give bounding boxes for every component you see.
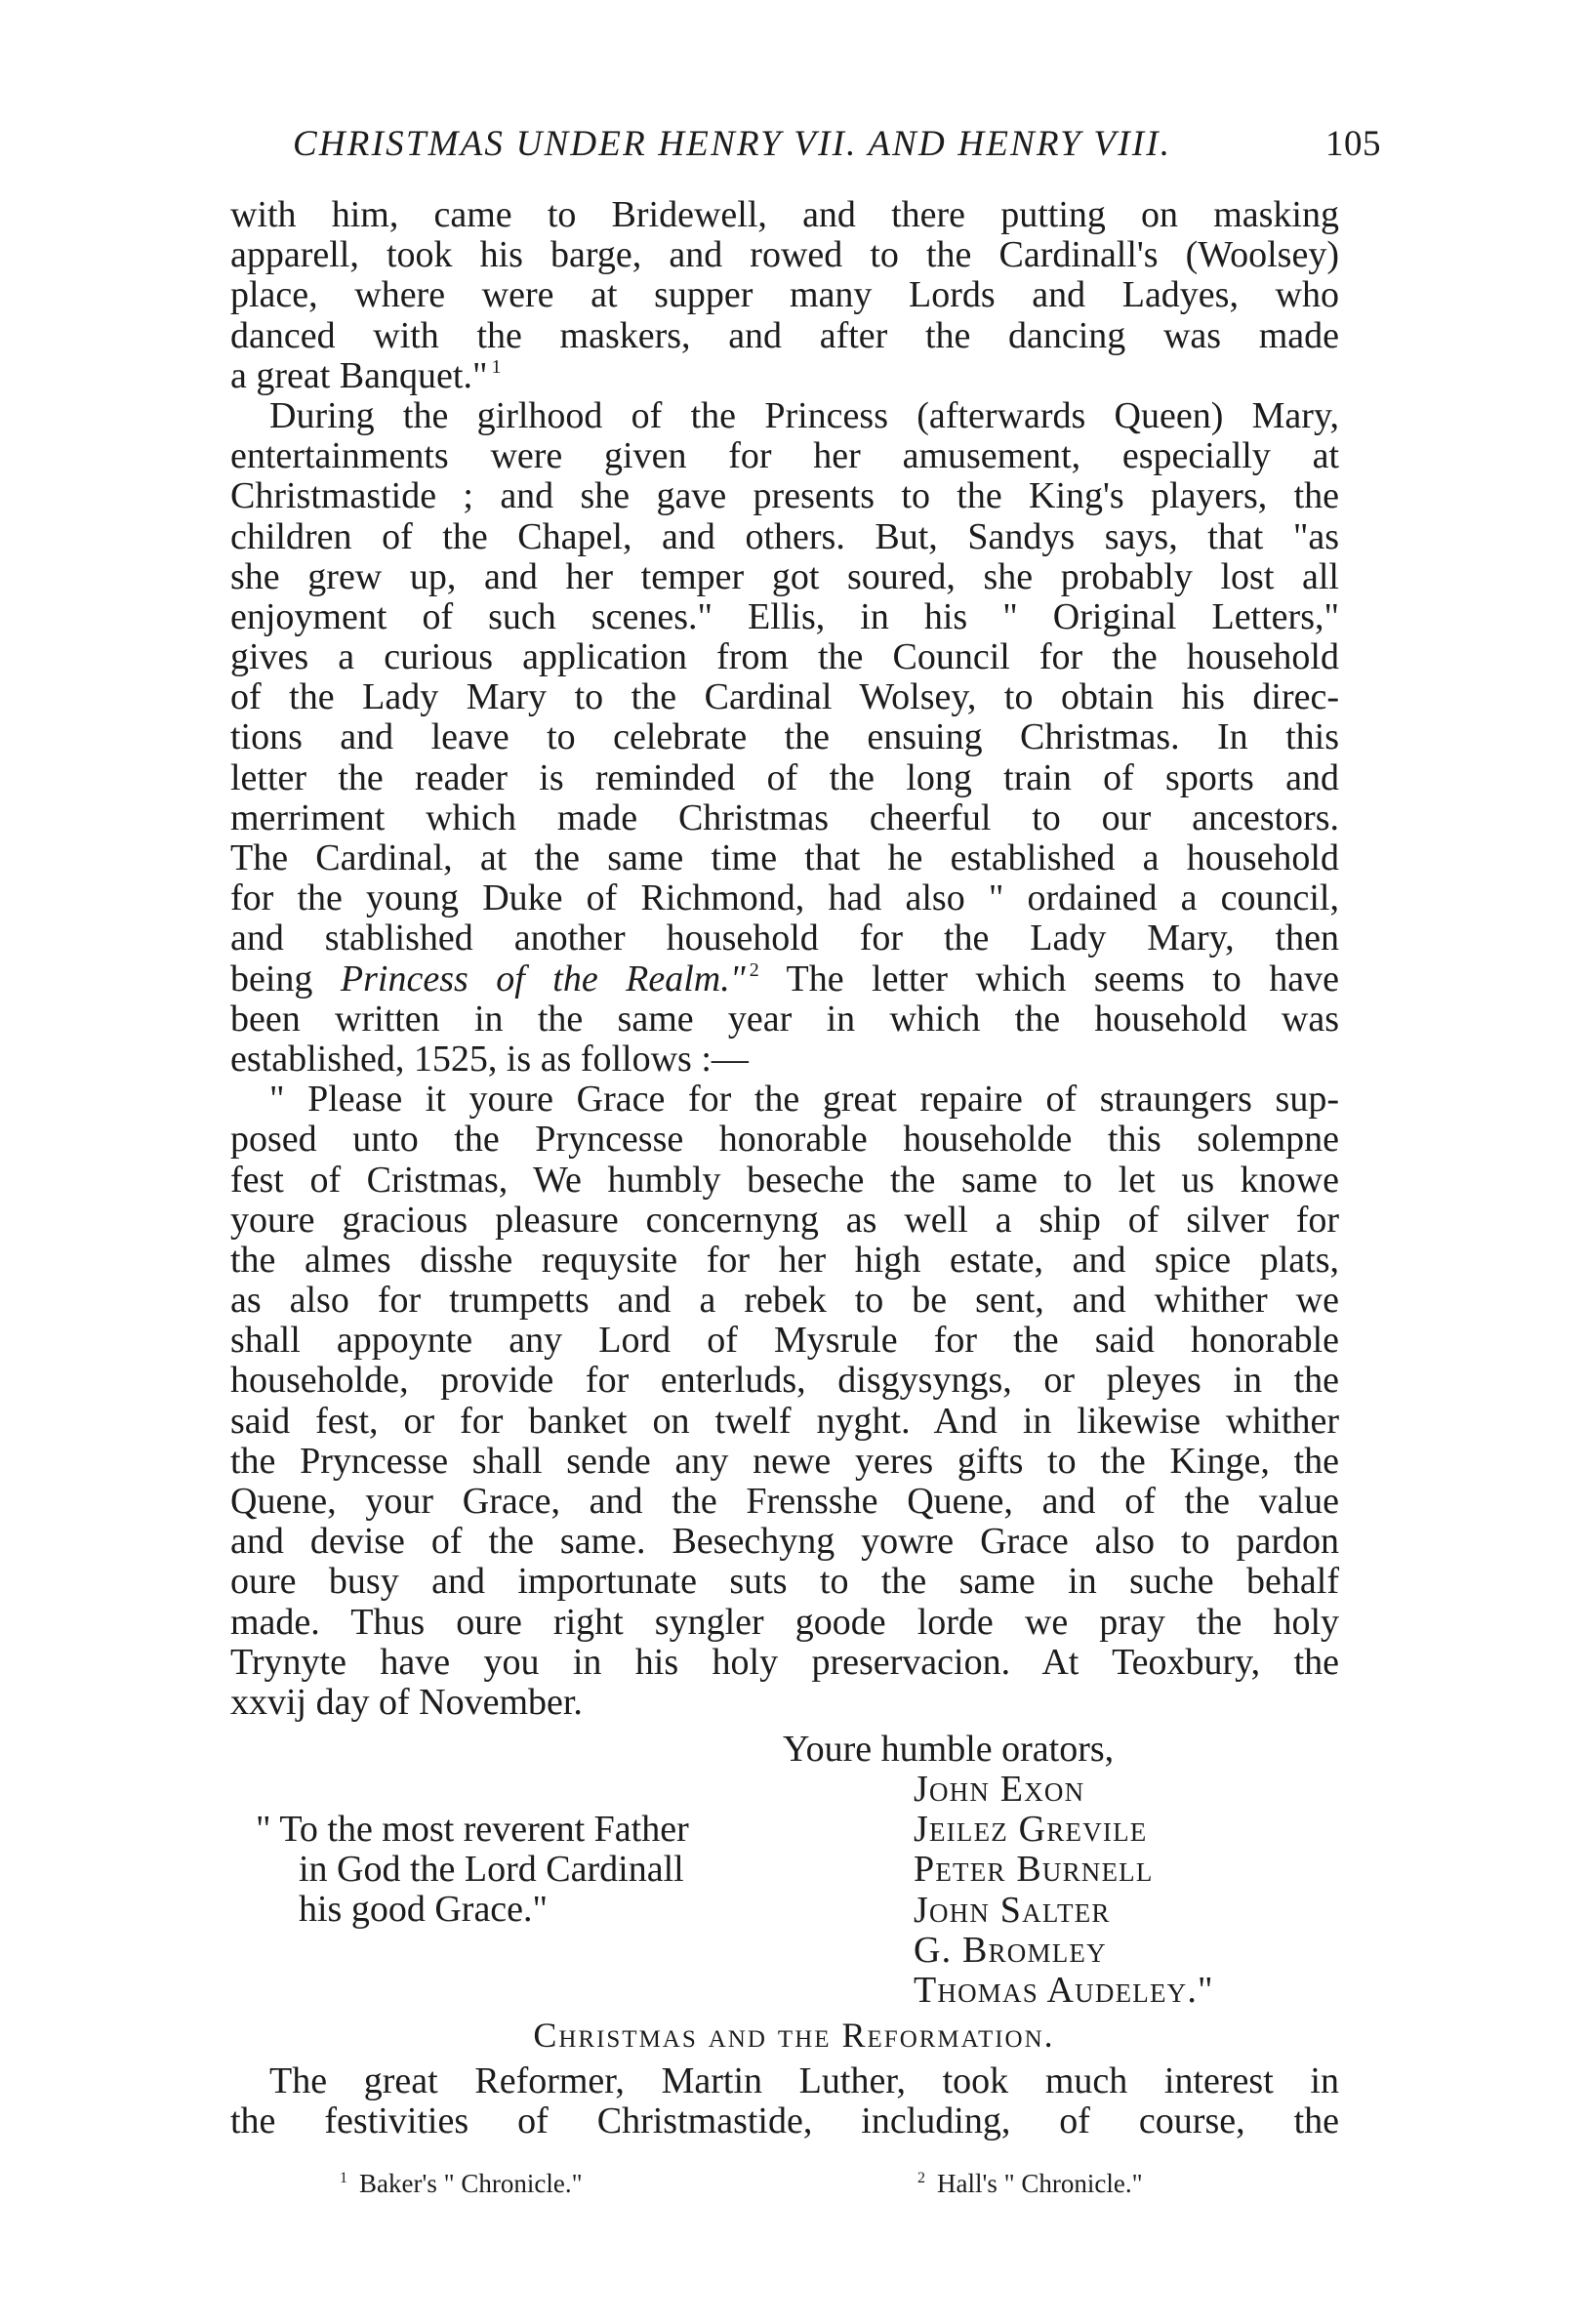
text-line: she grew up, and her temper got soured, she probably lost all — [230, 555, 1339, 597]
footnote-reference: 2 — [749, 958, 759, 981]
text-line: posed unto the Pryncesse honorable householde this solempne — [230, 1119, 1339, 1161]
signatory: G. Bromley — [914, 1929, 1107, 1971]
signatory: Thomas Audeley." — [914, 1969, 1214, 2011]
text-line: and devise of the same. Besechyng yowre Grace also to pardon — [230, 1521, 1339, 1563]
running-head — [293, 123, 1381, 178]
text-line: been written in the same year in which the household was — [230, 998, 1339, 1040]
letter-closing — [230, 1729, 1339, 2011]
text-line: with him, came to Bridewell, and there putting on masking — [230, 194, 1339, 235]
text-line: enjoyment of such scenes." Ellis, in his " Original Letters," — [230, 595, 1339, 637]
footnote — [917, 2169, 1143, 2199]
letter-address — [256, 1810, 689, 1931]
paragraph-start-line: The great Reformer, Martin Luther, took much interest in — [269, 2060, 1339, 2101]
text-line: danced with the maskers, and after the dancing was made — [230, 314, 1339, 356]
text-fragment: being — [230, 958, 313, 999]
signatory: Jeilez Grevile — [914, 1809, 1148, 1851]
text-line: Quene, your Grace, and the Frensshe Quene, and of the value — [230, 1481, 1339, 1522]
subscription: Youre humble orators, — [783, 1729, 1115, 1770]
text-line: youre gracious pleasure concernyng as well a ship of silver for — [230, 1199, 1339, 1241]
text-line: apparell, took his barge, and rowed to the Cardinall's (Woolsey) — [230, 234, 1339, 276]
footnote-text: Baker's " Chronicle." — [359, 2169, 583, 2198]
footnotes — [230, 2169, 1339, 2208]
text-line: xxvij day of November. — [230, 1681, 583, 1723]
text-line: Christmastide ; and she gave presents to the King's players, the — [230, 475, 1339, 517]
text-line: fest of Cristmas, We humbly beseche the same to let us knowe — [230, 1159, 1339, 1201]
text-line: and stablished another household for the Lady Mary, then — [230, 917, 1339, 959]
section-heading: Christmas and the Reformation. — [533, 2016, 1055, 2055]
text-line: as also for trumpetts and a rebek to be sent, and whither we — [230, 1280, 1339, 1322]
italic-title: Princess of the Realm." — [340, 958, 746, 999]
signatory: Peter Burnell — [914, 1849, 1154, 1891]
text-line: made. Thus oure right syngler goode lorde we pray the holy — [230, 1601, 1339, 1643]
footnote — [340, 2169, 583, 2199]
footnote-reference: 1 — [491, 355, 502, 378]
section-text — [230, 2061, 1339, 2141]
text-line: said fest, or for banket on twelf nyght. And in likewise whither — [230, 1400, 1339, 1442]
letter-start-line: " Please it youre Grace for the great repaire of straungers sup- — [269, 1079, 1339, 1121]
text-line: letter the reader is reminded of the long train of sports and — [230, 756, 1339, 798]
footnote-text: Hall's " Chronicle." — [937, 2169, 1143, 2198]
text-line: the festivities of Christmastide, including, of course, the — [230, 2100, 1339, 2142]
text-line: entertainments were given for her amusement, especially at — [230, 435, 1339, 477]
address-line: his good Grace." — [299, 1889, 549, 1931]
text-line: The Cardinal, at the same time that he established a household — [230, 837, 1339, 878]
main-text — [230, 195, 1339, 1723]
text-line: tions and leave to celebrate the ensuing Christmas. In this — [230, 716, 1339, 758]
text-line: householde, provide for enterluds, disgysyngs, or pleyes in the — [230, 1360, 1339, 1402]
text-line: established, 1525, is as follows :— — [230, 1038, 749, 1080]
signatory: John Salter — [914, 1889, 1111, 1931]
text-line: oure busy and importunate suts to the same in suche behalf — [230, 1561, 1339, 1603]
text-line: gives a curious application from the Council for the household — [230, 636, 1339, 678]
signatory-list — [914, 1770, 1214, 2011]
paragraph-start-line: During the girlhood of the Princess (afterwards Queen) Mary, — [269, 394, 1339, 436]
text-line: the almes disshe requysite for her high estate, and spice plats, — [230, 1239, 1339, 1281]
text-fragment: a great Banquet." — [230, 354, 488, 396]
address-line: in God the Lord Cardinall — [299, 1849, 684, 1891]
text-line: merriment which made Christmas cheerful to our ancestors. — [230, 796, 1339, 838]
text-line — [230, 356, 1339, 396]
page-number: 105 — [1325, 124, 1381, 164]
footnote-mark: 1 — [340, 2170, 347, 2186]
text-line: of the Lady Mary to the Cardinal Wolsey, to obtain his direc- — [230, 676, 1339, 718]
text-line: for the young Duke of Richmond, had also " ordained a council, — [230, 877, 1339, 919]
address-line: " To the most reverent Father — [256, 1809, 689, 1850]
text-line: place, where were at supper many Lords and Ladyes, who — [230, 274, 1339, 316]
footnote-mark: 2 — [917, 2170, 925, 2186]
text-line: Trynyte have you in his holy preservacion. At Teoxbury, the — [230, 1641, 1339, 1683]
text-line — [230, 959, 1339, 999]
text-fragment: The letter which seems to have — [786, 958, 1339, 999]
text-line: shall appoynte any Lord of Mysrule for the said honorable — [230, 1320, 1339, 1362]
running-head-title: CHRISTMAS UNDER HENRY VII. AND HENRY VIII. — [293, 124, 1172, 164]
text-line: the Pryncesse shall sende any newe yeres gifts to the Kinge, the — [230, 1440, 1339, 1482]
text-line: children of the Chapel, and others. But, Sandys says, that "as — [230, 515, 1339, 557]
signatory: John Exon — [914, 1769, 1085, 1810]
